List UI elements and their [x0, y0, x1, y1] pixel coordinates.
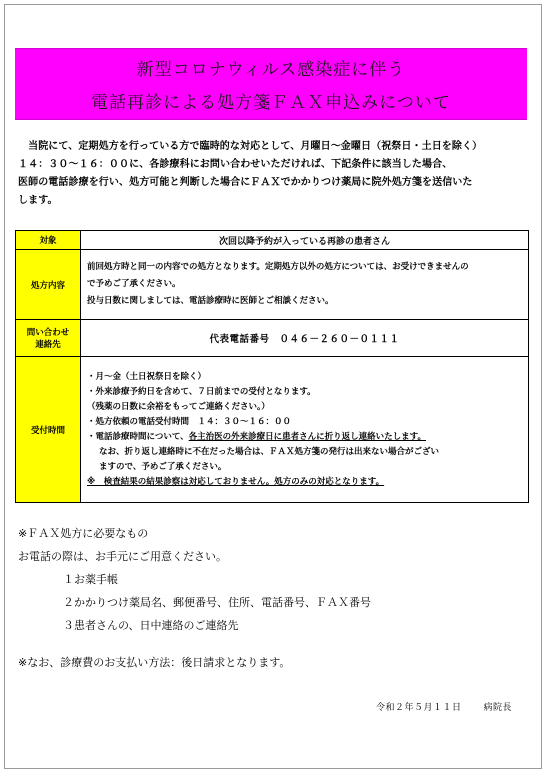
fax-heading: ※ＦＡＸ処方に必要なもの: [18, 527, 149, 540]
prescription-line: で予めご了承ください。: [87, 279, 181, 289]
title-banner: [15, 48, 527, 120]
intro-line: 当院にて、定期処方を行っている方で臨時的な対応として、月曜日～金曜日（祝祭日・土日を除く）: [18, 141, 483, 152]
header-contact-line: 問い合わせ: [26, 328, 70, 338]
table-row-contact: [16, 320, 529, 357]
header-hours: 受付時間: [16, 357, 81, 503]
hours-line: ・月～金（土日祝祭日を除く）: [87, 371, 207, 382]
hours-line: [87, 430, 522, 445]
fax-item: ２かかりつけ薬局名、郵便番号、住所、電話番号、ＦＡＸ番号: [63, 596, 371, 609]
hours-line: ・外来診療予約日を含めて、７日前までの受付となります。: [87, 386, 316, 397]
hours-line-part: ・電話診療時間について、: [87, 431, 189, 442]
header-target: 対象: [16, 231, 81, 250]
prescription-line: 投与日数に関しましては、電話診療時に医師とご相談ください。: [87, 296, 334, 306]
payment-note: ※なお、診療費のお支払い方法：後日請求となります。: [18, 656, 291, 669]
prescription-line: 前回処方時と同一の内容での処方となります。定期処方以外の処方については、お受けできませんの: [87, 262, 469, 272]
header-prescription: 処方内容: [16, 250, 81, 320]
fax-item: １お薬手帳: [63, 573, 118, 586]
hours-line: ますので、予めご了承ください。: [99, 461, 227, 472]
fax-subtext: お電話の際は、お手元にご用意ください。: [18, 550, 227, 563]
fax-requirements: [18, 522, 528, 637]
intro-paragraph: [18, 138, 528, 210]
hours-line-underlined: 各主治医の外来診療日に患者さんに折り返し連絡いたします。: [188, 431, 426, 442]
footer-date: 令和２年５月１１日: [375, 703, 462, 713]
footer-signer: 病院長: [483, 703, 512, 713]
hours-line: なお、折り返し連絡時に不在だった場合は、ＦＡＸ処方箋の発行は出来ない場合がござい: [99, 446, 440, 457]
table-row-prescription: [16, 250, 529, 320]
header-contact: [16, 320, 81, 357]
footer-signature: [376, 700, 512, 713]
value-contact: 代表電話番号 ０４６－２６０－０１１１: [81, 320, 529, 357]
header-contact-line: 連絡先: [35, 340, 61, 350]
conditions-table: [15, 230, 529, 503]
fax-item: ３患者さんの、日中連絡のご連絡先: [63, 619, 239, 632]
hours-line: （残薬の日数に余裕をもってご連絡ください。）: [87, 401, 270, 412]
table-row-hours: [16, 357, 529, 503]
value-hours: [81, 357, 529, 503]
title-line-2: 電話再診による処方箋ＦＡＸ申込みについて: [91, 93, 451, 113]
intro-line: します。: [18, 195, 58, 206]
value-target: 次回以降予約が入っている再診の患者さん: [81, 231, 529, 250]
intro-line: 医師の電話診療を行い、処方可能と判断した場合にＦＡＸでかかりつけ薬局に院外処方箋を送信いた: [18, 177, 473, 188]
title-line-1: 新型コロナウィルス感染症に伴う: [136, 60, 406, 80]
hours-line-underlined: ※ 検査結果の結果診察は対応しておりません。処方のみの対応となります。: [87, 476, 385, 487]
intro-line: １４：３０～１６：００に、各診療科にお問い合わせいただければ、下記条件に該当した場合、: [18, 159, 453, 170]
value-prescription: [81, 250, 529, 320]
table-row-target: [16, 231, 529, 250]
hours-line: ・処方依頼の電話受付時間 １４：３０～１６：００: [87, 416, 292, 427]
